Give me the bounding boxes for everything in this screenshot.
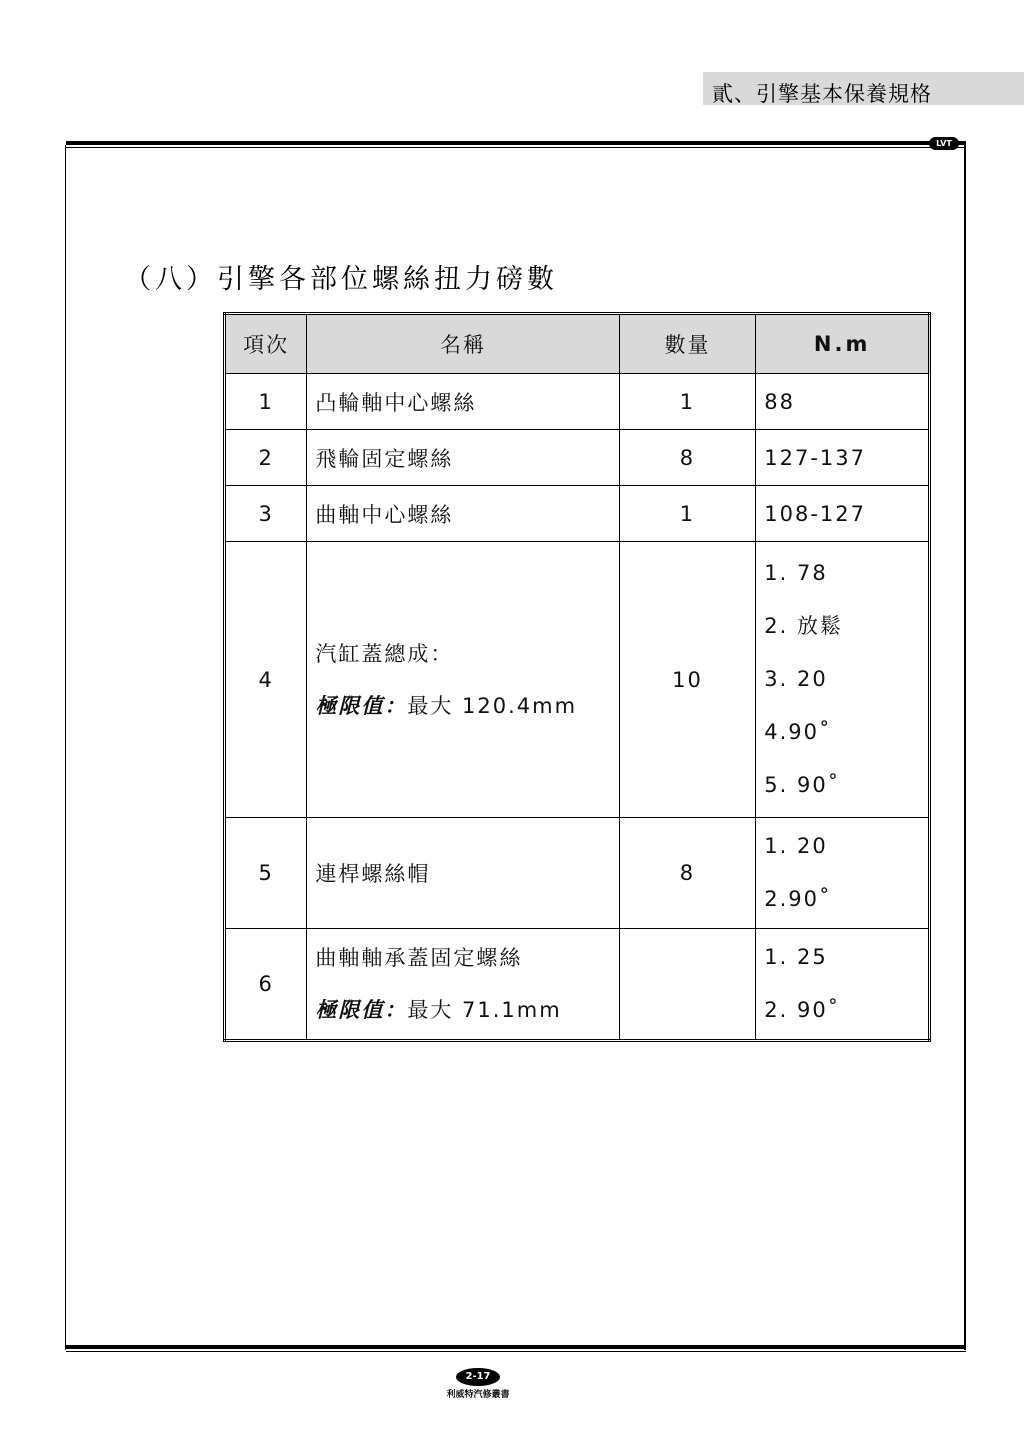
row-qty: 1 [619,486,756,542]
nm-step: 4.90˚ [764,720,832,744]
torque-table [223,312,931,1042]
nm-step: 3. 20 [764,667,828,691]
row-qty: 10 [619,542,756,818]
page-number: 2-17 [456,1368,500,1386]
limit-value: 最大 71.1mm [407,998,562,1022]
frame-left-border [65,145,66,1350]
limit-line [315,984,618,1036]
name-line: 曲軸軸承蓋固定螺絲 [315,946,523,970]
row-nm: 108-127 [756,486,930,542]
limit-value: 最大 120.4mm [407,693,578,718]
row-item: 1 [225,374,307,430]
header-nm: N.m [756,314,930,374]
table-row [225,430,930,486]
bottom-rule [66,1345,966,1349]
nm-step: 2. 放鬆 [764,614,843,638]
publisher-name: 利威特汽修叢書 [446,1390,510,1400]
nm-step: 5. 90˚ [764,773,841,797]
top-rule-thin [66,147,966,148]
row-nm [756,818,930,929]
row-qty [619,929,756,1041]
row-name: 曲軸中心螺絲 [307,486,619,542]
header-name: 名稱 [307,314,619,374]
table-row [225,542,930,818]
table-row [225,818,930,929]
row-nm [756,542,930,818]
row-item: 4 [225,542,307,818]
nm-step: 1. 20 [764,834,828,858]
header-item: 項次 [225,314,307,374]
row-item: 5 [225,818,307,929]
row-name: 連桿螺絲帽 [307,818,619,929]
table-row [225,929,930,1041]
row-name [307,929,619,1041]
limit-label: 極限值： [315,693,408,718]
row-nm: 127-137 [756,430,930,486]
nm-step: 1. 25 [764,945,828,969]
row-qty: 8 [619,818,756,929]
row-name: 飛輪固定螺絲 [307,430,619,486]
nm-step: 2. 90˚ [764,998,841,1022]
logo-badge: LVT [929,137,959,150]
name-line: 汽缸蓋總成： [315,641,454,666]
frame-right-border [964,145,966,1350]
top-rule [66,141,966,145]
limit-label: 極限值： [315,998,408,1022]
chapter-title: 貳、引擎基本保養規格 [712,82,932,106]
row-nm: 88 [756,374,930,430]
row-item: 6 [225,929,307,1041]
table-header-row [225,314,930,374]
bottom-rule-thin [66,1351,966,1352]
row-qty: 1 [619,374,756,430]
section-title: （八）引擎各部位螺絲扭力磅數 [124,264,558,295]
row-name [307,542,619,818]
table-row [225,486,930,542]
header-qty: 數量 [619,314,756,374]
row-name: 凸輪軸中心螺絲 [307,374,619,430]
nm-step: 2.90˚ [764,887,832,911]
row-qty: 8 [619,430,756,486]
row-item: 3 [225,486,307,542]
nm-step: 1. 78 [764,561,828,585]
limit-line [315,680,618,732]
row-nm [756,929,930,1041]
table-row [225,374,930,430]
row-item: 2 [225,430,307,486]
